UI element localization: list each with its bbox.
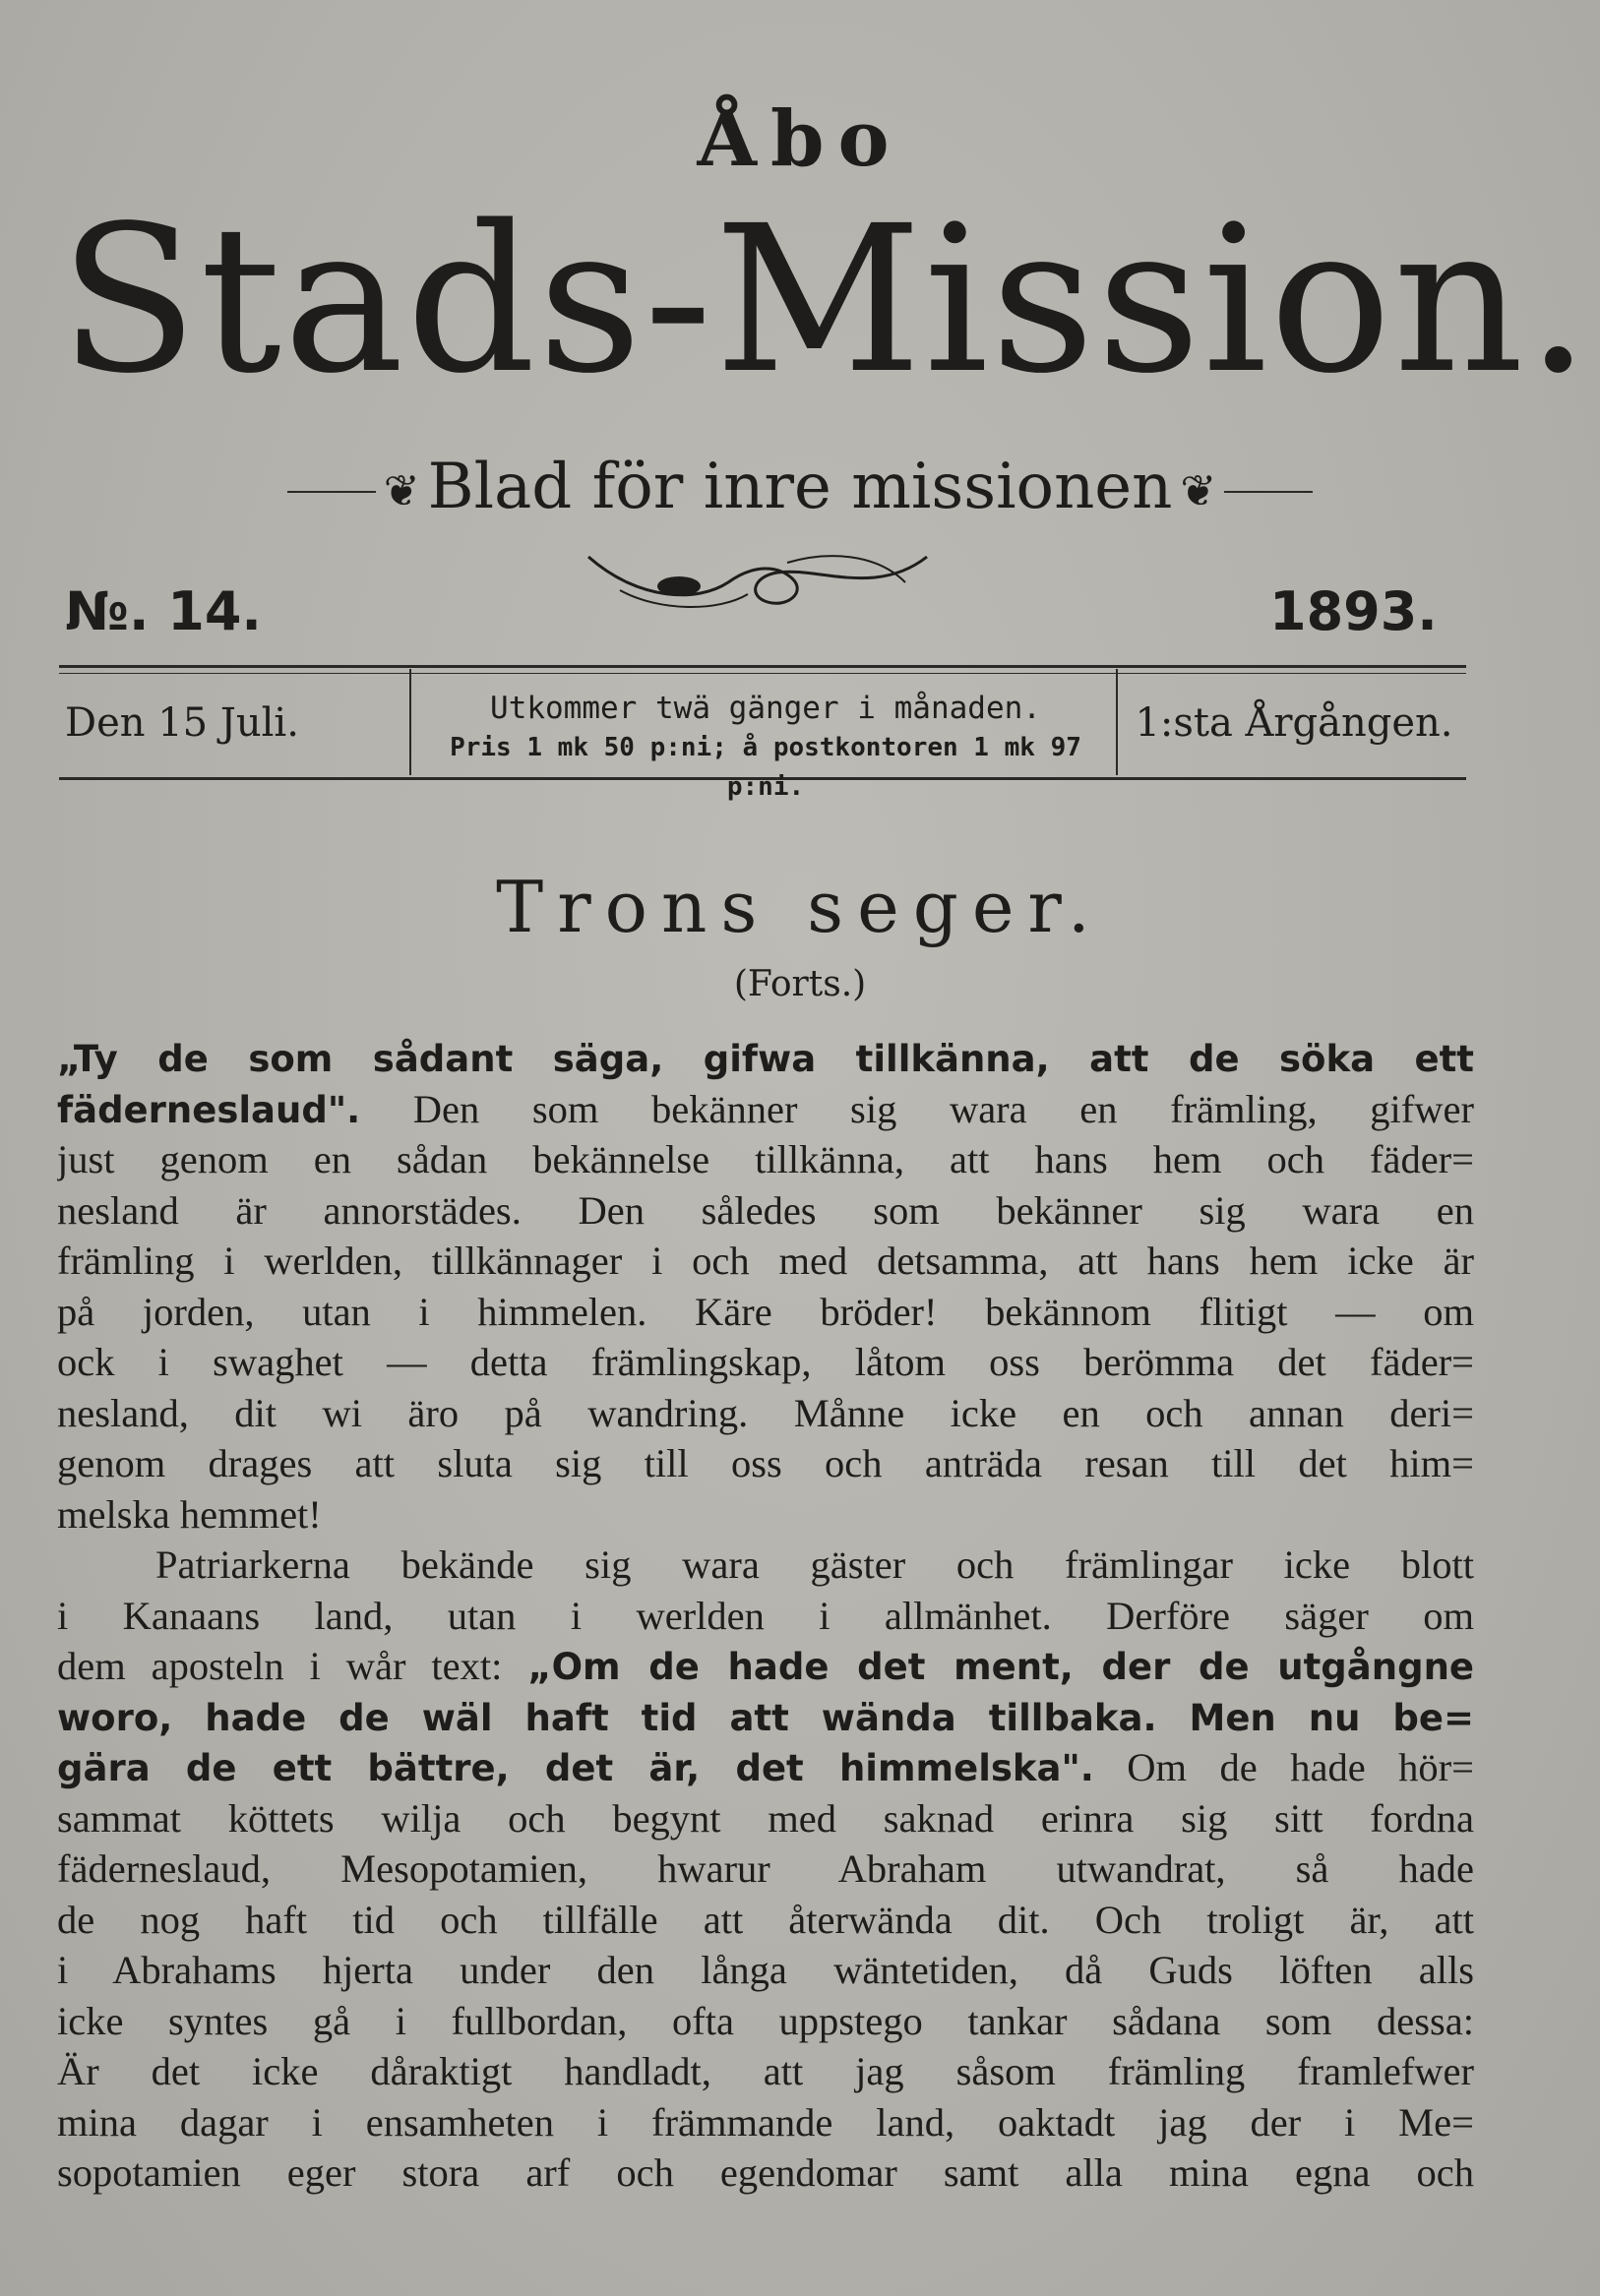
body-text: Patriarkerna bekände sig wara gäster och främlingar icke blott: [155, 1542, 1474, 1587]
body-text: dem aposteln i wår text:: [57, 1644, 528, 1688]
article-line: [57, 1641, 1474, 1692]
article-line: [57, 1388, 1474, 1439]
body-text: ock i swaghet — detta främlingskap, låtom oss berömma det fäder=: [57, 1340, 1474, 1384]
body-text: på jorden, utan i himmelen. Käre bröder! bekännom flitigt — om: [57, 1289, 1474, 1334]
emphasis-text: gära de ett bättre, det är, det himmelska".: [57, 1747, 1094, 1789]
body-text: i Kanaans land, utan i werlden i allmänhet. Derföre säger om: [57, 1593, 1474, 1638]
article-line: [57, 1742, 1474, 1793]
subtitle-rule-left: [287, 491, 376, 493]
article-line: [57, 1337, 1474, 1388]
article-line: [57, 1540, 1474, 1591]
body-text: nesland är annorstädes. Den således som bekänner sig wara en: [57, 1187, 1474, 1233]
body-text: melska hemmet!: [57, 1491, 322, 1537]
masthead-subtitle: Blad för inre missionen: [427, 451, 1173, 523]
article-line: [57, 1084, 1474, 1135]
issue-publication-info: [413, 689, 1118, 807]
fleuron-icon: ❦: [383, 466, 420, 516]
article-continued-note: (Forts.): [733, 964, 867, 1004]
article-line: [57, 1793, 1474, 1844]
header-rule-top: [59, 665, 1466, 668]
issue-date: Den 15 Juli.: [65, 700, 299, 746]
article-line: [57, 1843, 1474, 1895]
body-text: nesland, dit wi äro på wandring. Månne icke en och annan deri=: [57, 1390, 1474, 1435]
masthead-subtitle-row: [0, 451, 1600, 523]
article-line: [57, 1996, 1474, 2047]
body-text: mina dagar i ensamheten i främmande land, oaktadt jag der i Me=: [57, 2099, 1474, 2145]
article-line: [57, 1945, 1474, 1996]
body-text: genom drages att sluta sig till oss och anträda resan till det him=: [57, 1441, 1474, 1485]
article-line: [57, 1236, 1474, 1287]
body-text: i Abrahams hjerta under den långa wäntetiden, då Guds löften alls: [57, 1948, 1474, 1992]
article-line: [57, 2046, 1474, 2097]
article-body: [57, 1033, 1474, 2199]
article-line: [57, 1134, 1474, 1185]
header-rule-top-thin: [59, 673, 1466, 674]
fleuron-icon: ❦: [1180, 466, 1217, 516]
article-line: [57, 2097, 1474, 2148]
issue-frequency: Utkommer twä gänger i månaden.: [490, 691, 1041, 726]
masthead-title: Stads-Mission.: [59, 182, 1593, 418]
body-text: icke syntes gå i fullbordan, ofta uppstego tankar sådana som dessa:: [57, 1998, 1474, 2043]
article-line: [57, 1033, 1474, 1084]
body-text: de nog haft tid och tillfälle att återwända dit. Och troligt är, att: [57, 1897, 1474, 1942]
subtitle-rule-right: [1224, 491, 1313, 493]
article-line: [57, 1287, 1474, 1338]
body-text: just genom en sådan bekännelse tillkänna, att hans hem och fäder=: [57, 1137, 1474, 1181]
emphasis-text: „Ty de som sådant säga, gifwa tillkänna, att de söka ett: [57, 1038, 1474, 1080]
article-line: [57, 1489, 1474, 1541]
emphasis-text: fäderneslaud".: [57, 1088, 361, 1131]
scroll-flourish-icon: [581, 543, 935, 622]
masthead-small-title: Åbo: [697, 94, 903, 184]
article-line: [57, 1185, 1474, 1237]
body-text: sopotamien eger stora arf och egendomar samt alla mina egna och: [57, 2150, 1474, 2195]
article-line: [57, 1692, 1474, 1743]
article-line: [57, 2147, 1474, 2199]
issue-volume: 1:sta Årgången.: [1135, 700, 1453, 746]
body-text: Om de hade hör=: [1093, 1745, 1474, 1789]
body-text: Är det icke dåraktigt handladt, att jag såsom främling framlefwer: [57, 2049, 1474, 2093]
body-text: sammat köttets wilja och begynt med saknad erinra sig sitt fordna: [57, 1795, 1474, 1841]
article-line: [57, 1438, 1474, 1489]
issue-number: №. 14.: [65, 580, 262, 642]
article-line: [57, 1895, 1474, 1946]
article-line: [57, 1591, 1474, 1642]
article-title: Trons seger.: [496, 866, 1104, 948]
header-divider-left: [409, 669, 411, 775]
body-text: Den som bekänner sig wara en främling, gifwer: [360, 1086, 1474, 1131]
emphasis-text: „Om de hade det ment, der de utgångne: [527, 1646, 1474, 1688]
body-text: fäderneslaud, Mesopotamien, hwarur Abraham utwandrat, så hade: [57, 1846, 1474, 1891]
issue-price: Pris 1 mk 50 p:ni; å postkontoren 1 mk 97 p:ni.: [450, 733, 1081, 802]
emphasis-text: woro, hade de wäl haft tid att wända tillbaka. Men nu be=: [57, 1696, 1474, 1739]
issue-year: 1893.: [1269, 580, 1438, 642]
body-text: främling i werlden, tillkännager i och med detsamma, att hans hem icke är: [57, 1239, 1474, 1283]
